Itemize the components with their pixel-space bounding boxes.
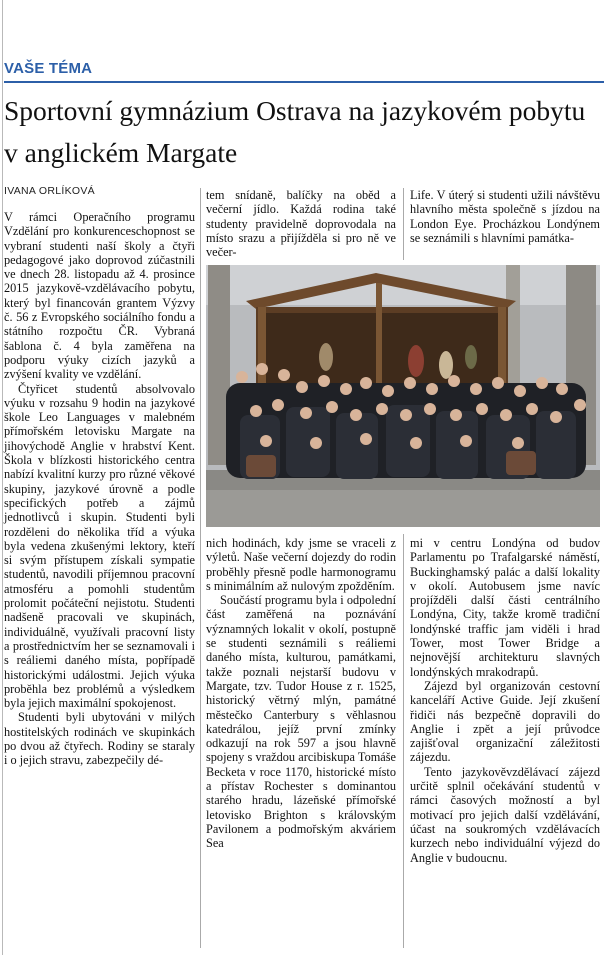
column-2-top [206,188,396,259]
section-rule [4,81,604,83]
paragraph: Součástí programu byla i odpolední část zaměřená na poznávání významných lokalit v okolí, postupně se studenti seznámili s reáliemi daného místa, kulturou, památkami, takže poznali nejstarší budovu v Margate, tzv. Tudor House z r. 1525, historický větrný mlýn, památné městečko Canterbury s věhlasnou katedrálou, jejíž první zmínky odkazují na rok 597 a jsou hlavně spojeny s vraždou arcibiskupa Tomáše Becketa v roce 1170, historické místo a přístav Rochester s dominantou starého hradu, lázeňské přímořské letovisko Brighton s královským Pavilonem a podmořským akváriem Sea [206,593,396,851]
group-photo-image [206,265,600,527]
section-label: VAŠE TÉMA [4,60,93,77]
column-divider [403,534,404,948]
paragraph: Zájezd byl organizován cestovní kanceláří Active Guide. Její zkušení řidiči nás bezpečně dopravili do Anglie i zpět a její průvodce zajišťoval organizační záležitosti zájezdu. [410,678,600,765]
paragraph: mi v centru Londýna od budov Parlamentu po Trafalgarské náměstí, Buckinghamský palác a další lokality v okolí. Autobusem jsme navíc projížděli další části centrálního Londýna, City, takže kromě tradiční londýnské traffic jam viděli i hrad Tower, most Tower Bridge a nejnovější architekturu slavných londýnských mrakodrapů. [410,536,600,679]
author-byline: IVANA ORLÍKOVÁ [4,185,95,197]
group-photo [206,265,600,527]
paragraph: Life. V úterý si studenti užili návštěvu hlavního města společně s jízdou na London Eye. Procházkou Londýnem se seznámili s hlavními památka- [410,188,600,245]
paragraph: tem snídaně, balíčky na oběd a večerní jídlo. Každá rodina také studenty pravidelně doprovodala na místo srazu a přijížděla si pro ně ve večer- [206,188,396,260]
column-1 [4,210,195,768]
paragraph: nich hodinách, kdy jsme se vraceli z výletů. Naše večerní dojezdy do rodin proběhly přesně podle harmonogramu s minimálním až nulovým zpožděním. [206,536,396,593]
paragraph: Čtyřicet studentů absolvovalo výuku v rozsahu 9 hodin na jazykové škole Leo Languages v malebném přímořském letovisku Margate na jihovýchodě Anglie v hrabství Kent. Škola v blízkosti historického centra nabízí kvalitní kurzy pro různé věkové skupiny, jazykové úrovně a podle specifických potřeb a zájmů jednotlivců i skupin. Studenti byli rozděleni do několika tříd a výuka byla vedena zkušenými lektory, kteří si svým přístupem získali sympatie studentů, navodili příjemnou pracovní atmosféru a pomohli studentům prolomit počáteční nejistotu. Studenti nadšeně pracovali ve skupinách, individuálně, využívali pracovní listy a prostřednictvím her se seznamovali i s reáliemi daného místa, popřípadě historickými událostmi. Jejich výuka proběhla bez problémů a výsledkem byla jejich maximální spokojenost. [4,381,195,711]
paragraph: V rámci Operačního programu Vzdělání pro konkurenceschopnost se vybraní studenti naší školy a čtyři pedagogové jako doprovod zúčastnili ve dnech 28. listopadu až 4. prosince 2015 jazykově-vzdělávacího pobytu, který byl financován grantem Výzvy č. 56 z Evropského sociálního fondu a státního rozpočtu ČR. Vybraná šablona č. 4 byla zaměřena na podporu výuky cizích jazyků a zvýšení kvality ve vzdělání. [4,210,195,382]
column-3-top [410,188,600,245]
page-margin-rule [2,0,3,955]
column-2-bottom [206,536,396,851]
column-3-bottom [410,536,600,865]
paragraph: Tento jazykověvzdělávací zájezd určitě splnil očekávání studentů v rámci časových možností a byl motivací pro jejich další vzdělávání, účast na soukromých vzdělávacích kurzech nebo individuální výjezd do Anglie v budoucnu. [410,764,600,865]
paragraph: Studenti byli ubytováni v milých hostitelských rodinách ve skupinkách po dvou až čtyřech. Rodiny se staraly i o jejich stravu, zabezpečily dé- [4,710,195,768]
article-headline: Sportovní gymnázium Ostrava na jazykovém pobytu v anglickém Margate [4,95,586,168]
column-divider [403,188,404,260]
column-divider [200,188,201,948]
